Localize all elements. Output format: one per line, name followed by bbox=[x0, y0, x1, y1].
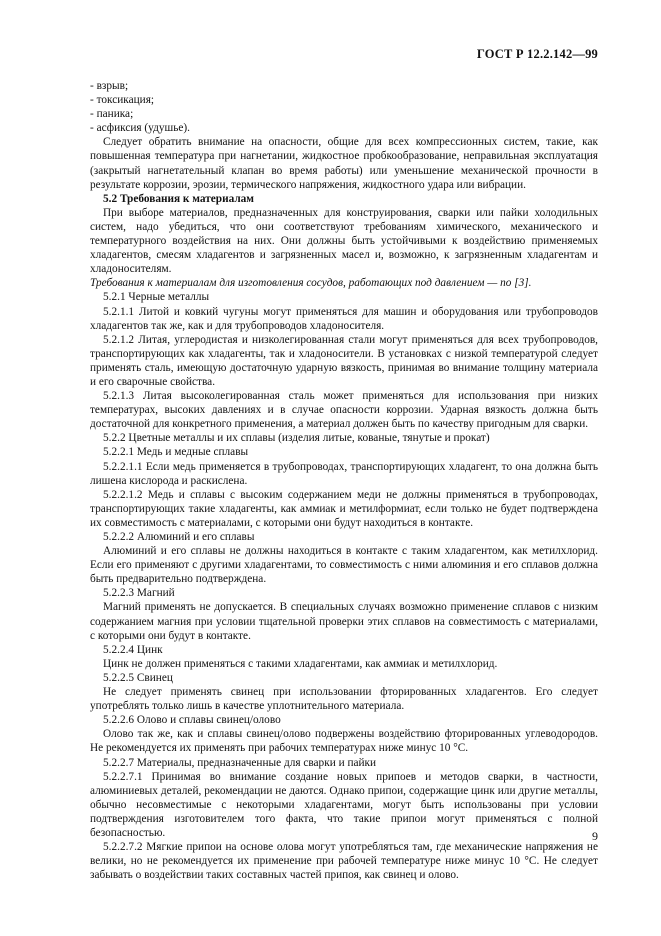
paragraph: 5.2.2.1.2 Медь и сплавы с высоким содержанием меди не должны применяться в трубопроводах, транспортирующих такие хладагенты, как аммиак и метилформиат, если только не будет подтверждена их совместимость с материалами, с которыми они будут находиться в контакте. bbox=[90, 488, 598, 529]
paragraph: Алюминий и его сплавы не должны находиться в контакте с таким хладагентом, как метилхлорид. Если его применяют с другими хладагентами, то совместимость с ними алюминия и его сплавов должна быть предварительно подтверждена. bbox=[90, 545, 598, 586]
paragraph: 5.2.1.3 Литая высоколегированная сталь может применяться для использования при низких температурах, высоких давлениях и в случае опасности коррозии. Ударная вязкость должна быть достаточной для конкретного применения, а материал должен быть по качеству пригодным для сварки. bbox=[90, 390, 598, 431]
paragraph: Не следует применять свинец при использовании фторированных хладагентов. Его следует употреблять только лишь в качестве уплотнительного материала. bbox=[90, 686, 598, 713]
paragraph: 5.2.2.6 Олово и сплавы свинец/олово bbox=[103, 714, 281, 727]
reference-note: Требования к материалам для изготовления сосудов, работающих под давлением — по [3]. bbox=[90, 277, 532, 290]
list-item: - паника; bbox=[90, 108, 134, 121]
paragraph: 5.2.2.3 Магний bbox=[103, 587, 175, 600]
paragraph: 5.2.1 Черные металлы bbox=[103, 291, 210, 304]
section-heading: 5.2 Требования к материалам bbox=[103, 192, 255, 205]
paragraph: 5.2.2.7.2 Мягкие припои на основе олова могут употребляться там, где механические напряжения не велики, но не рекомендуется их применение при рабочей температуре ниже минус 10 °С. Не следует забывать о воздействии таких составных частей припоя, как свинец и олово. bbox=[90, 841, 598, 882]
paragraph: 5.2.2.7 Материалы, предназначенные для сварки и пайки bbox=[103, 756, 377, 769]
paragraph: 5.2.2.2 Алюминий и его сплавы bbox=[103, 531, 255, 543]
list-item: - взрыв; bbox=[90, 80, 129, 92]
paragraph: При выборе материалов, предназначенных для конструирования, сварки или пайки холодильных систем, надо убедиться, что они соответствуют требованиям химического, механического и температурного воздействия на них. Они должны быть устойчивыми к воздействию применяемых хладагентов, смесям хладагентов и загрязненных масел и, возможно, к загрязненным хладагентам и хладоносителям. bbox=[90, 206, 598, 276]
paragraph: 5.2.2.1.1 Если медь применяется в трубопроводах, транспортирующих хладагент, то она должна быть лишена кислорода и раскислена. bbox=[90, 460, 598, 487]
page-number: 9 bbox=[592, 829, 598, 843]
list-item: - токсикация; bbox=[90, 94, 155, 107]
paragraph: 5.2.2.7.1 Принимая во внимание создание новых припоев и методов сварки, в частности, алюминиевых деталей, рекомендации не даются. Однако припои, содержащие цинк или другие металлы, обычно несовместимые с некоторыми хладагентами, могут быть использованы при условии подтверждения изготовителем того факта, что такие припои могут применяться с полной безопасностью. bbox=[90, 770, 598, 839]
paragraph: 5.2.2 Цветные металлы и их сплавы (изделия литые, кованые, тянутые и прокат) bbox=[103, 432, 490, 445]
list-item: - асфиксия (удушье). bbox=[90, 122, 190, 135]
paragraph: Олово так же, как и сплавы свинец/олово подвержены воздействию фторированных углеводородов. Не рекомендуется их применять при рабочих температурах ниже минус 10 °С. bbox=[90, 728, 598, 755]
paragraph: 5.2.2.1 Медь и медные сплавы bbox=[103, 446, 249, 459]
paragraph: 5.2.1.2 Литая, углеродистая и низколегированная стали могут применяться для всех трубопроводов, транспортирующих как хладагенты, так и хладоносители. В установках с низкой температурой следует применять сталь, имеющую достаточную ударную вязкость, принимая во внимание толщину материала и его сварочные свойства. bbox=[90, 333, 598, 388]
paragraph: Магний применять не допускается. В специальных случаях возможно применение сплавов с низким содержанием магния при условии тщательной проверки этих сплавов на совместимость с материалами, с которыми они будут в контакте. bbox=[90, 601, 598, 642]
document-body bbox=[90, 79, 598, 882]
standard-code-header: ГОСТ Р 12.2.142—99 bbox=[476, 47, 598, 61]
paragraph: 5.2.2.5 Свинец bbox=[103, 671, 173, 684]
paragraph: 5.2.2.4 Цинк bbox=[103, 643, 163, 656]
paragraph: Цинк не должен применяться с такими хладагентами, как аммиак и метилхлорид. bbox=[103, 657, 498, 670]
paragraph: 5.2.1.1 Литой и ковкий чугуны могут применяться для машин и оборудования или трубопроводов хладагентов так же, как и для трубопроводов хладоносителя. bbox=[90, 305, 598, 332]
paragraph: Следует обратить внимание на опасности, общие для всех компрессионных систем, такие, как повышенная температура при нагнетании, жидкостное пробкообразование, неправильная эксплуатация (закрытый нагнетательный клапан во время работы) или уменьшение механической прочности в результате коррозии, эрозии, термического напряжения, жидкостного удара или вибрации. bbox=[90, 136, 598, 191]
